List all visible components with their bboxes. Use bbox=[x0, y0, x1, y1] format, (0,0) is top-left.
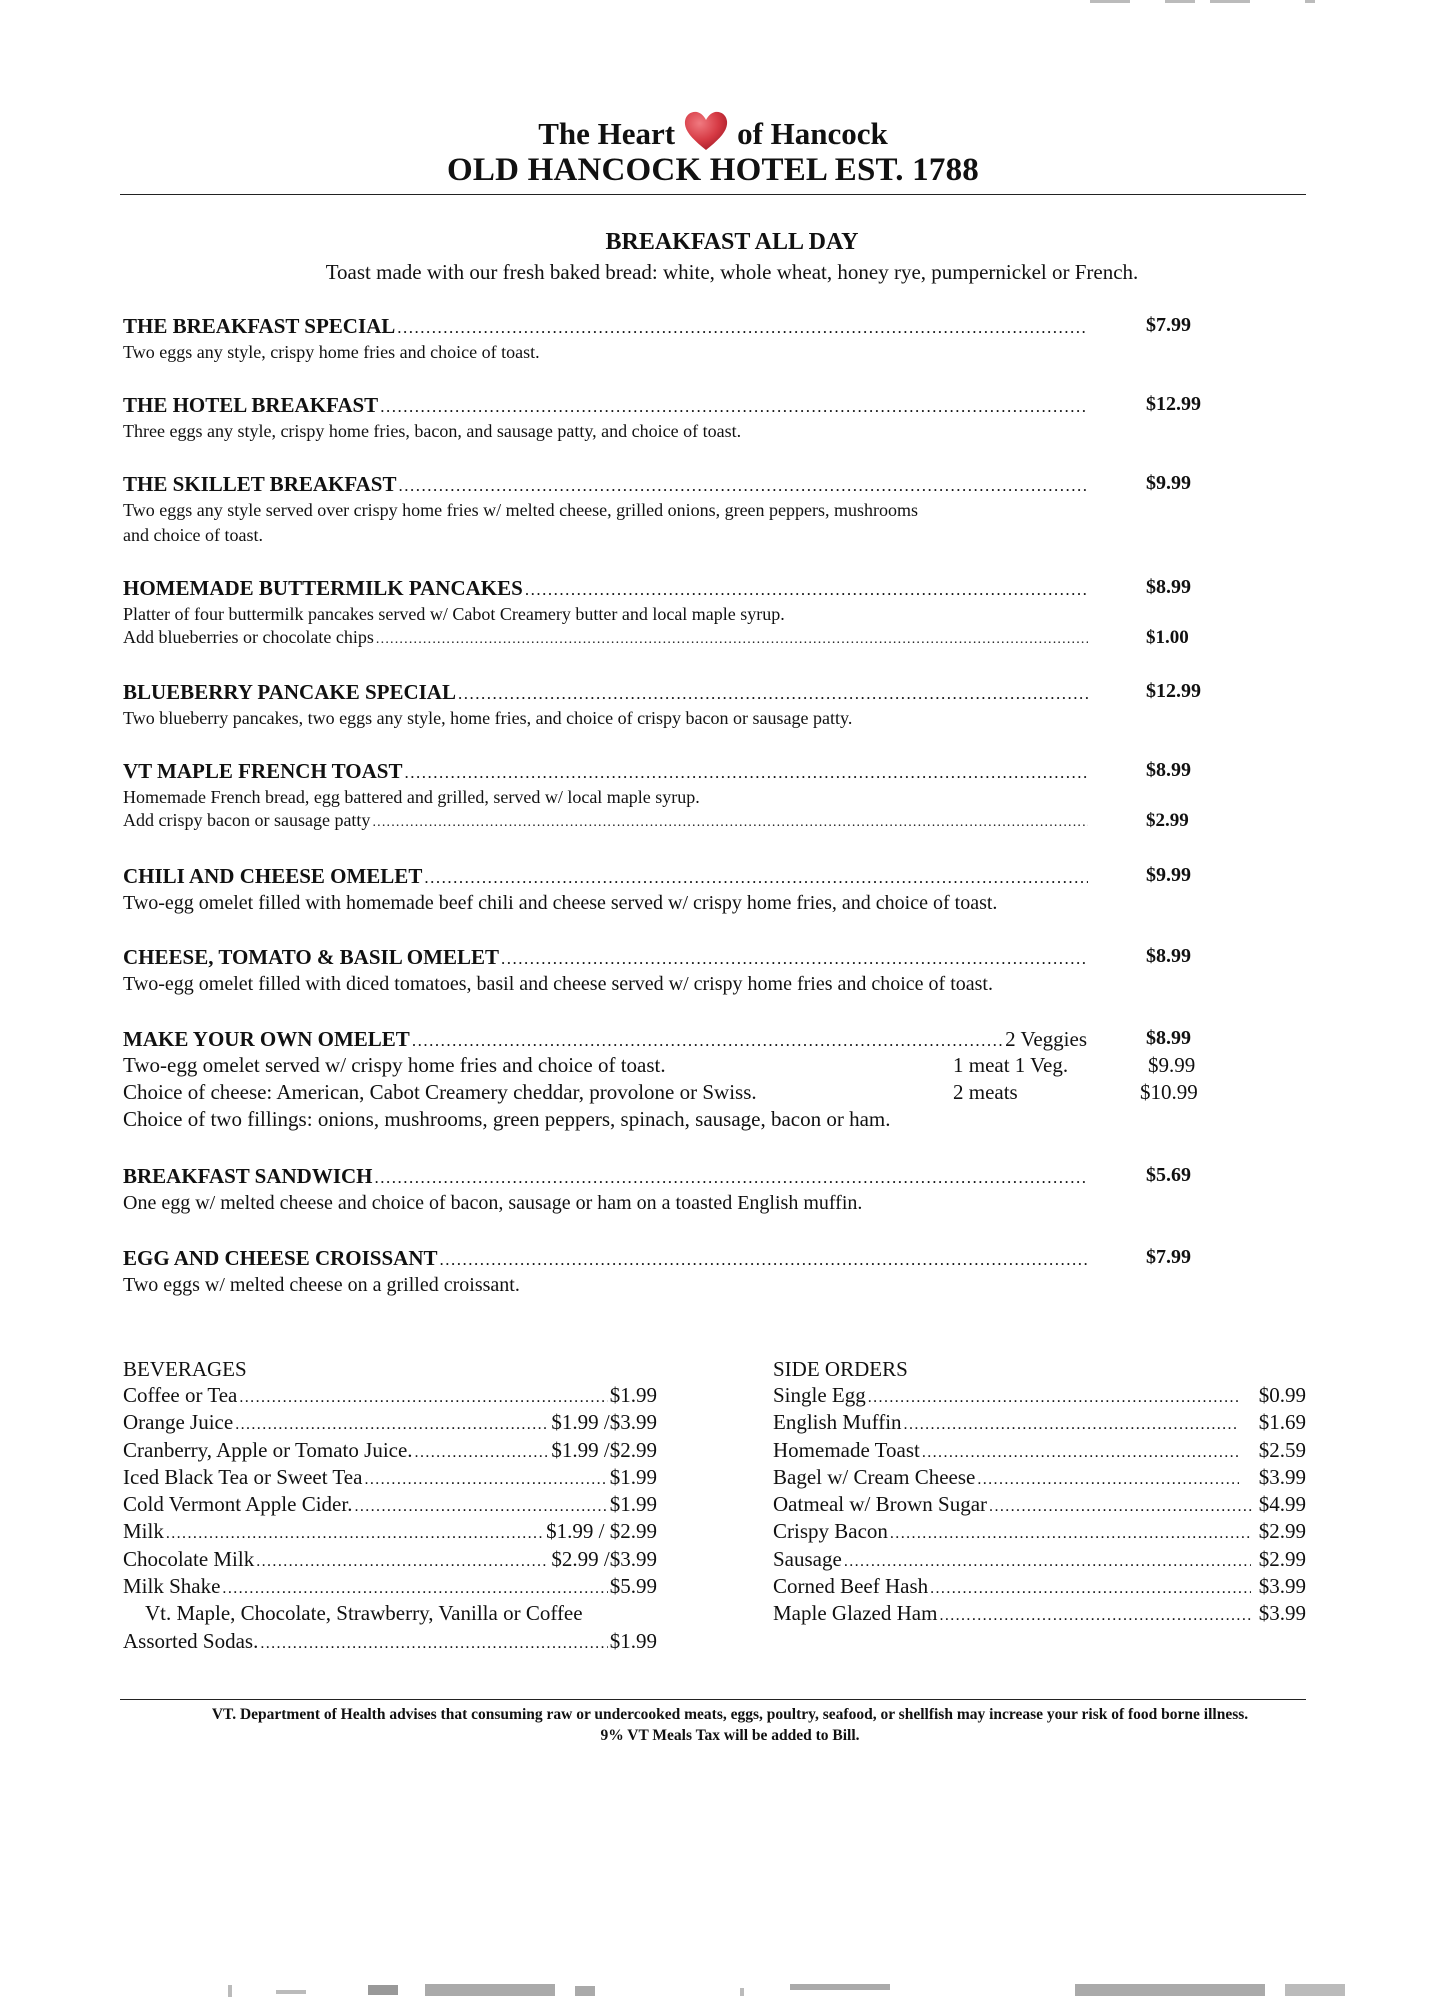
addon-price: $2.99 bbox=[1146, 810, 1189, 831]
option-row bbox=[123, 1080, 1203, 1107]
header-divider bbox=[120, 194, 1306, 195]
item-price: $8.99 bbox=[1146, 576, 1191, 598]
item-description: Three eggs any style, crispy home fries, bacon, and sausage patty, and choice of toast. bbox=[123, 421, 742, 441]
menu-item bbox=[123, 314, 1203, 365]
footer bbox=[130, 1704, 1330, 1746]
item-label: Milk bbox=[123, 1519, 164, 1544]
option-price: $9.99 bbox=[1148, 1053, 1196, 1077]
item-price: $1.99 bbox=[609, 1383, 657, 1407]
item-price: $2.99 bbox=[1258, 1519, 1306, 1544]
leader-dots bbox=[375, 1168, 1088, 1188]
leader-dots bbox=[440, 1250, 1089, 1270]
list-item bbox=[123, 1492, 657, 1519]
leader-dots bbox=[397, 318, 1088, 338]
item-name: BLUEBERRY PANCAKE SPECIAL bbox=[123, 680, 456, 704]
item-description: Choice of cheese: American, Cabot Creamery cheddar, provolone or Swiss. bbox=[123, 1080, 757, 1104]
item-price: $1.99 / $2.99 bbox=[546, 1519, 657, 1544]
item-price: $2.99 /$3.99 bbox=[551, 1546, 657, 1571]
leader-dots bbox=[354, 1498, 607, 1516]
item-label: Crispy Bacon bbox=[773, 1519, 888, 1544]
menu-header bbox=[120, 108, 1306, 189]
leader-dots bbox=[412, 1031, 1003, 1051]
item-label: Milk Shake bbox=[123, 1574, 221, 1599]
list-item bbox=[773, 1601, 1306, 1628]
leader-dots bbox=[458, 684, 1088, 704]
section-title-beverages: BEVERAGES bbox=[123, 1357, 247, 1381]
item-name: THE BREAKFAST SPECIAL bbox=[123, 314, 396, 338]
menu-item bbox=[123, 945, 1203, 998]
list-item bbox=[123, 1519, 657, 1546]
leader-dots bbox=[372, 815, 1088, 831]
item-description: Two eggs any style served over crispy home fries w/ melted cheese, grilled onions, green peppers, mushrooms bbox=[123, 500, 919, 520]
option-price: $8.99 bbox=[1146, 1027, 1191, 1049]
section-title-side-orders: SIDE ORDERS bbox=[773, 1357, 908, 1381]
menu-item bbox=[123, 1164, 1203, 1217]
leader-dots bbox=[922, 1444, 1239, 1462]
item-price: $2.59 bbox=[1258, 1437, 1306, 1462]
leader-dots bbox=[501, 949, 1088, 969]
item-price: $8.99 bbox=[1146, 945, 1191, 967]
menu-item bbox=[123, 759, 1203, 835]
option-label: 1 meat 1 Veg. bbox=[953, 1053, 1069, 1077]
item-price: $8.99 bbox=[1146, 759, 1191, 781]
item-name: CHILI AND CHEESE OMELET bbox=[123, 864, 423, 888]
leader-dots bbox=[890, 1525, 1251, 1543]
leader-dots bbox=[930, 1580, 1251, 1598]
item-description: and choice of toast. bbox=[123, 525, 263, 545]
leader-dots bbox=[166, 1525, 544, 1543]
item-price: $7.99 bbox=[1146, 314, 1191, 336]
item-label: Oatmeal w/ Brown Sugar bbox=[773, 1492, 988, 1517]
item-name: THE HOTEL BREAKFAST bbox=[123, 393, 379, 417]
item-name: THE SKILLET BREAKFAST bbox=[123, 472, 397, 496]
addon-label: Add crispy bacon or sausage patty bbox=[123, 810, 371, 830]
scan-mark bbox=[740, 1988, 744, 1996]
option-label: 2 Veggies bbox=[1005, 1027, 1087, 1051]
item-price: $9.99 bbox=[1146, 472, 1191, 494]
list-item bbox=[773, 1519, 1306, 1546]
option-price: $10.99 bbox=[1140, 1080, 1198, 1104]
tagline-left: The Heart bbox=[538, 116, 676, 151]
item-price: $4.99 bbox=[1258, 1492, 1306, 1517]
item-label: Orange Juice bbox=[123, 1410, 234, 1435]
item-price: $3.99 bbox=[1258, 1601, 1306, 1626]
tagline-right: of Hancock bbox=[737, 116, 888, 151]
menu-item bbox=[123, 576, 1203, 652]
side-orders-section bbox=[773, 1356, 1306, 1629]
item-description: Two blueberry pancakes, two eggs any style, home fries, and choice of crispy bacon or sausage patty. bbox=[123, 708, 853, 728]
menu-item bbox=[123, 1246, 1203, 1299]
make-your-own-omelet bbox=[123, 1027, 1203, 1134]
item-price: $1.69 bbox=[1258, 1410, 1306, 1435]
scan-mark bbox=[1210, 0, 1250, 3]
item-price: $1.99 bbox=[609, 1464, 657, 1489]
item-label: Bagel w/ Cream Cheese bbox=[773, 1464, 976, 1489]
item-price: $9.99 bbox=[1146, 864, 1191, 886]
item-description: Two eggs any style, crispy home fries and choice of toast. bbox=[123, 342, 540, 362]
item-price: $1.99 bbox=[609, 1492, 657, 1517]
item-label: Cold Vermont Apple Cider. bbox=[123, 1492, 353, 1517]
addon-row bbox=[123, 627, 1203, 652]
item-name: BREAKFAST SANDWICH bbox=[123, 1164, 373, 1188]
leader-dots bbox=[404, 763, 1088, 783]
item-label: Iced Black Tea or Sweet Tea bbox=[123, 1464, 363, 1489]
beverages-section bbox=[123, 1356, 657, 1656]
item-label: Assorted Sodas. bbox=[123, 1628, 259, 1653]
item-label: Sausage bbox=[773, 1546, 842, 1571]
item-label: Coffee or Tea bbox=[123, 1383, 238, 1407]
item-price: $0.99 bbox=[1258, 1383, 1306, 1407]
item-description: Two-egg omelet filled with diced tomatoes, basil and cheese served w/ crispy home fries and choice of toast. bbox=[123, 973, 993, 995]
list-item bbox=[123, 1547, 657, 1574]
section-title-breakfast: BREAKFAST ALL DAY bbox=[605, 229, 859, 255]
item-description: One egg w/ melted cheese and choice of bacon, sausage or ham on a toasted English muffin. bbox=[123, 1192, 863, 1214]
leader-dots bbox=[239, 1389, 607, 1407]
item-price: $12.99 bbox=[1146, 680, 1201, 702]
leader-dots bbox=[398, 476, 1088, 496]
leader-dots bbox=[904, 1416, 1239, 1434]
list-item bbox=[773, 1410, 1306, 1437]
leader-dots bbox=[222, 1580, 607, 1598]
item-price: $1.99 /$3.99 bbox=[551, 1410, 657, 1435]
menu-item bbox=[123, 680, 1203, 731]
scan-mark bbox=[228, 1985, 232, 1997]
item-description: Two eggs w/ melted cheese on a grilled croissant. bbox=[123, 1274, 520, 1296]
leader-dots bbox=[415, 1444, 550, 1462]
addon-label: Add blueberries or chocolate chips bbox=[123, 627, 374, 647]
item-price: $5.99 bbox=[609, 1574, 657, 1599]
scan-mark bbox=[276, 1990, 306, 1994]
scan-mark bbox=[1075, 1984, 1265, 1996]
list-item bbox=[773, 1383, 1306, 1410]
menu-item bbox=[123, 472, 1203, 548]
toast-note: Toast made with our fresh baked bread: white, whole wheat, honey rye, pumpernickel or French. bbox=[325, 260, 1139, 284]
item-name: CHEESE, TOMATO & BASIL OMELET bbox=[123, 945, 499, 969]
list-item bbox=[123, 1383, 657, 1410]
list-item bbox=[773, 1492, 1306, 1519]
item-name: MAKE YOUR OWN OMELET bbox=[123, 1027, 410, 1051]
item-price: $1.99 bbox=[609, 1628, 657, 1653]
item-price: $2.99 bbox=[1258, 1546, 1306, 1571]
leader-dots bbox=[424, 868, 1088, 888]
leader-dots bbox=[364, 1471, 607, 1489]
health-notice: VT. Department of Health advises that consuming raw or undercooked meats, eggs, poultry, seafood, or shellfish may increase your risk of food borne illness. bbox=[211, 1706, 1249, 1723]
item-price: $1.99 /$2.99 bbox=[551, 1437, 657, 1462]
hotel-name: OLD HANCOCK HOTEL EST. 1788 bbox=[447, 152, 979, 188]
addon-row bbox=[123, 810, 1203, 835]
scan-mark bbox=[1285, 1984, 1345, 1996]
list-item bbox=[123, 1629, 657, 1656]
item-name: EGG AND CHEESE CROISSANT bbox=[123, 1246, 438, 1270]
item-description: Two-egg omelet filled with homemade beef chili and cheese served w/ crispy home fries, and choice of toast. bbox=[123, 892, 998, 914]
tagline bbox=[120, 108, 1306, 152]
item-description: Two-egg omelet served w/ crispy home fries and choice of toast. bbox=[123, 1053, 666, 1077]
leader-dots bbox=[376, 632, 1088, 648]
list-item bbox=[123, 1574, 657, 1601]
option-row bbox=[123, 1053, 1203, 1080]
item-price: $3.99 bbox=[1258, 1574, 1306, 1599]
leader-dots bbox=[260, 1635, 607, 1653]
scan-mark bbox=[1165, 0, 1195, 3]
item-name: HOMEMADE BUTTERMILK PANCAKES bbox=[123, 576, 523, 600]
scan-mark bbox=[575, 1986, 595, 1996]
tax-notice: 9% VT Meals Tax will be added to Bill. bbox=[600, 1727, 860, 1744]
item-label: Maple Glazed Ham bbox=[773, 1601, 938, 1626]
item-name: VT MAPLE FRENCH TOAST bbox=[123, 759, 403, 783]
list-item bbox=[123, 1438, 657, 1465]
leader-dots bbox=[939, 1607, 1250, 1625]
list-item bbox=[773, 1465, 1306, 1492]
list-item bbox=[123, 1465, 657, 1492]
item-description: Platter of four buttermilk pancakes served w/ Cabot Creamery butter and local maple syrup. bbox=[123, 604, 785, 624]
menu-item bbox=[123, 864, 1203, 917]
list-item bbox=[123, 1410, 657, 1437]
scan-mark bbox=[368, 1985, 398, 1995]
item-price: $12.99 bbox=[1146, 393, 1201, 415]
scan-mark bbox=[1090, 0, 1130, 3]
item-description: Homemade French bread, egg battered and grilled, served w/ local maple syrup. bbox=[123, 787, 700, 807]
item-label: Chocolate Milk bbox=[123, 1546, 255, 1571]
leader-dots bbox=[525, 580, 1088, 600]
footer-divider bbox=[120, 1699, 1306, 1700]
leader-dots bbox=[844, 1553, 1251, 1571]
leader-dots bbox=[989, 1498, 1253, 1516]
shake-flavors: Vt. Maple, Chocolate, Strawberry, Vanilla or Coffee bbox=[145, 1601, 583, 1626]
leader-dots bbox=[380, 397, 1088, 417]
item-label: Homemade Toast bbox=[773, 1437, 920, 1462]
leader-dots bbox=[235, 1416, 549, 1434]
list-item bbox=[773, 1547, 1306, 1574]
item-description: Choice of two fillings: onions, mushrooms, green peppers, spinach, sausage, bacon or ham. bbox=[123, 1107, 891, 1131]
item-price: $7.99 bbox=[1146, 1246, 1191, 1268]
leader-dots bbox=[256, 1553, 549, 1571]
item-label: Single Egg bbox=[773, 1383, 866, 1407]
item-label: English Muffin bbox=[773, 1410, 902, 1435]
heart-icon bbox=[683, 110, 729, 152]
addon-price: $1.00 bbox=[1146, 627, 1189, 648]
item-label: Cranberry, Apple or Tomato Juice. bbox=[123, 1437, 413, 1462]
scan-mark bbox=[425, 1984, 555, 1996]
menu-item bbox=[123, 393, 1203, 444]
scan-mark bbox=[790, 1984, 890, 1990]
leader-dots bbox=[977, 1471, 1238, 1489]
leader-dots bbox=[868, 1389, 1239, 1407]
item-price: $3.99 bbox=[1258, 1464, 1306, 1489]
scan-mark bbox=[1305, 0, 1315, 3]
list-item bbox=[773, 1574, 1306, 1601]
item-label: Corned Beef Hash bbox=[773, 1574, 929, 1599]
item-price: $5.69 bbox=[1146, 1164, 1191, 1186]
option-label: 2 meats bbox=[953, 1080, 1018, 1104]
list-item bbox=[773, 1438, 1306, 1465]
